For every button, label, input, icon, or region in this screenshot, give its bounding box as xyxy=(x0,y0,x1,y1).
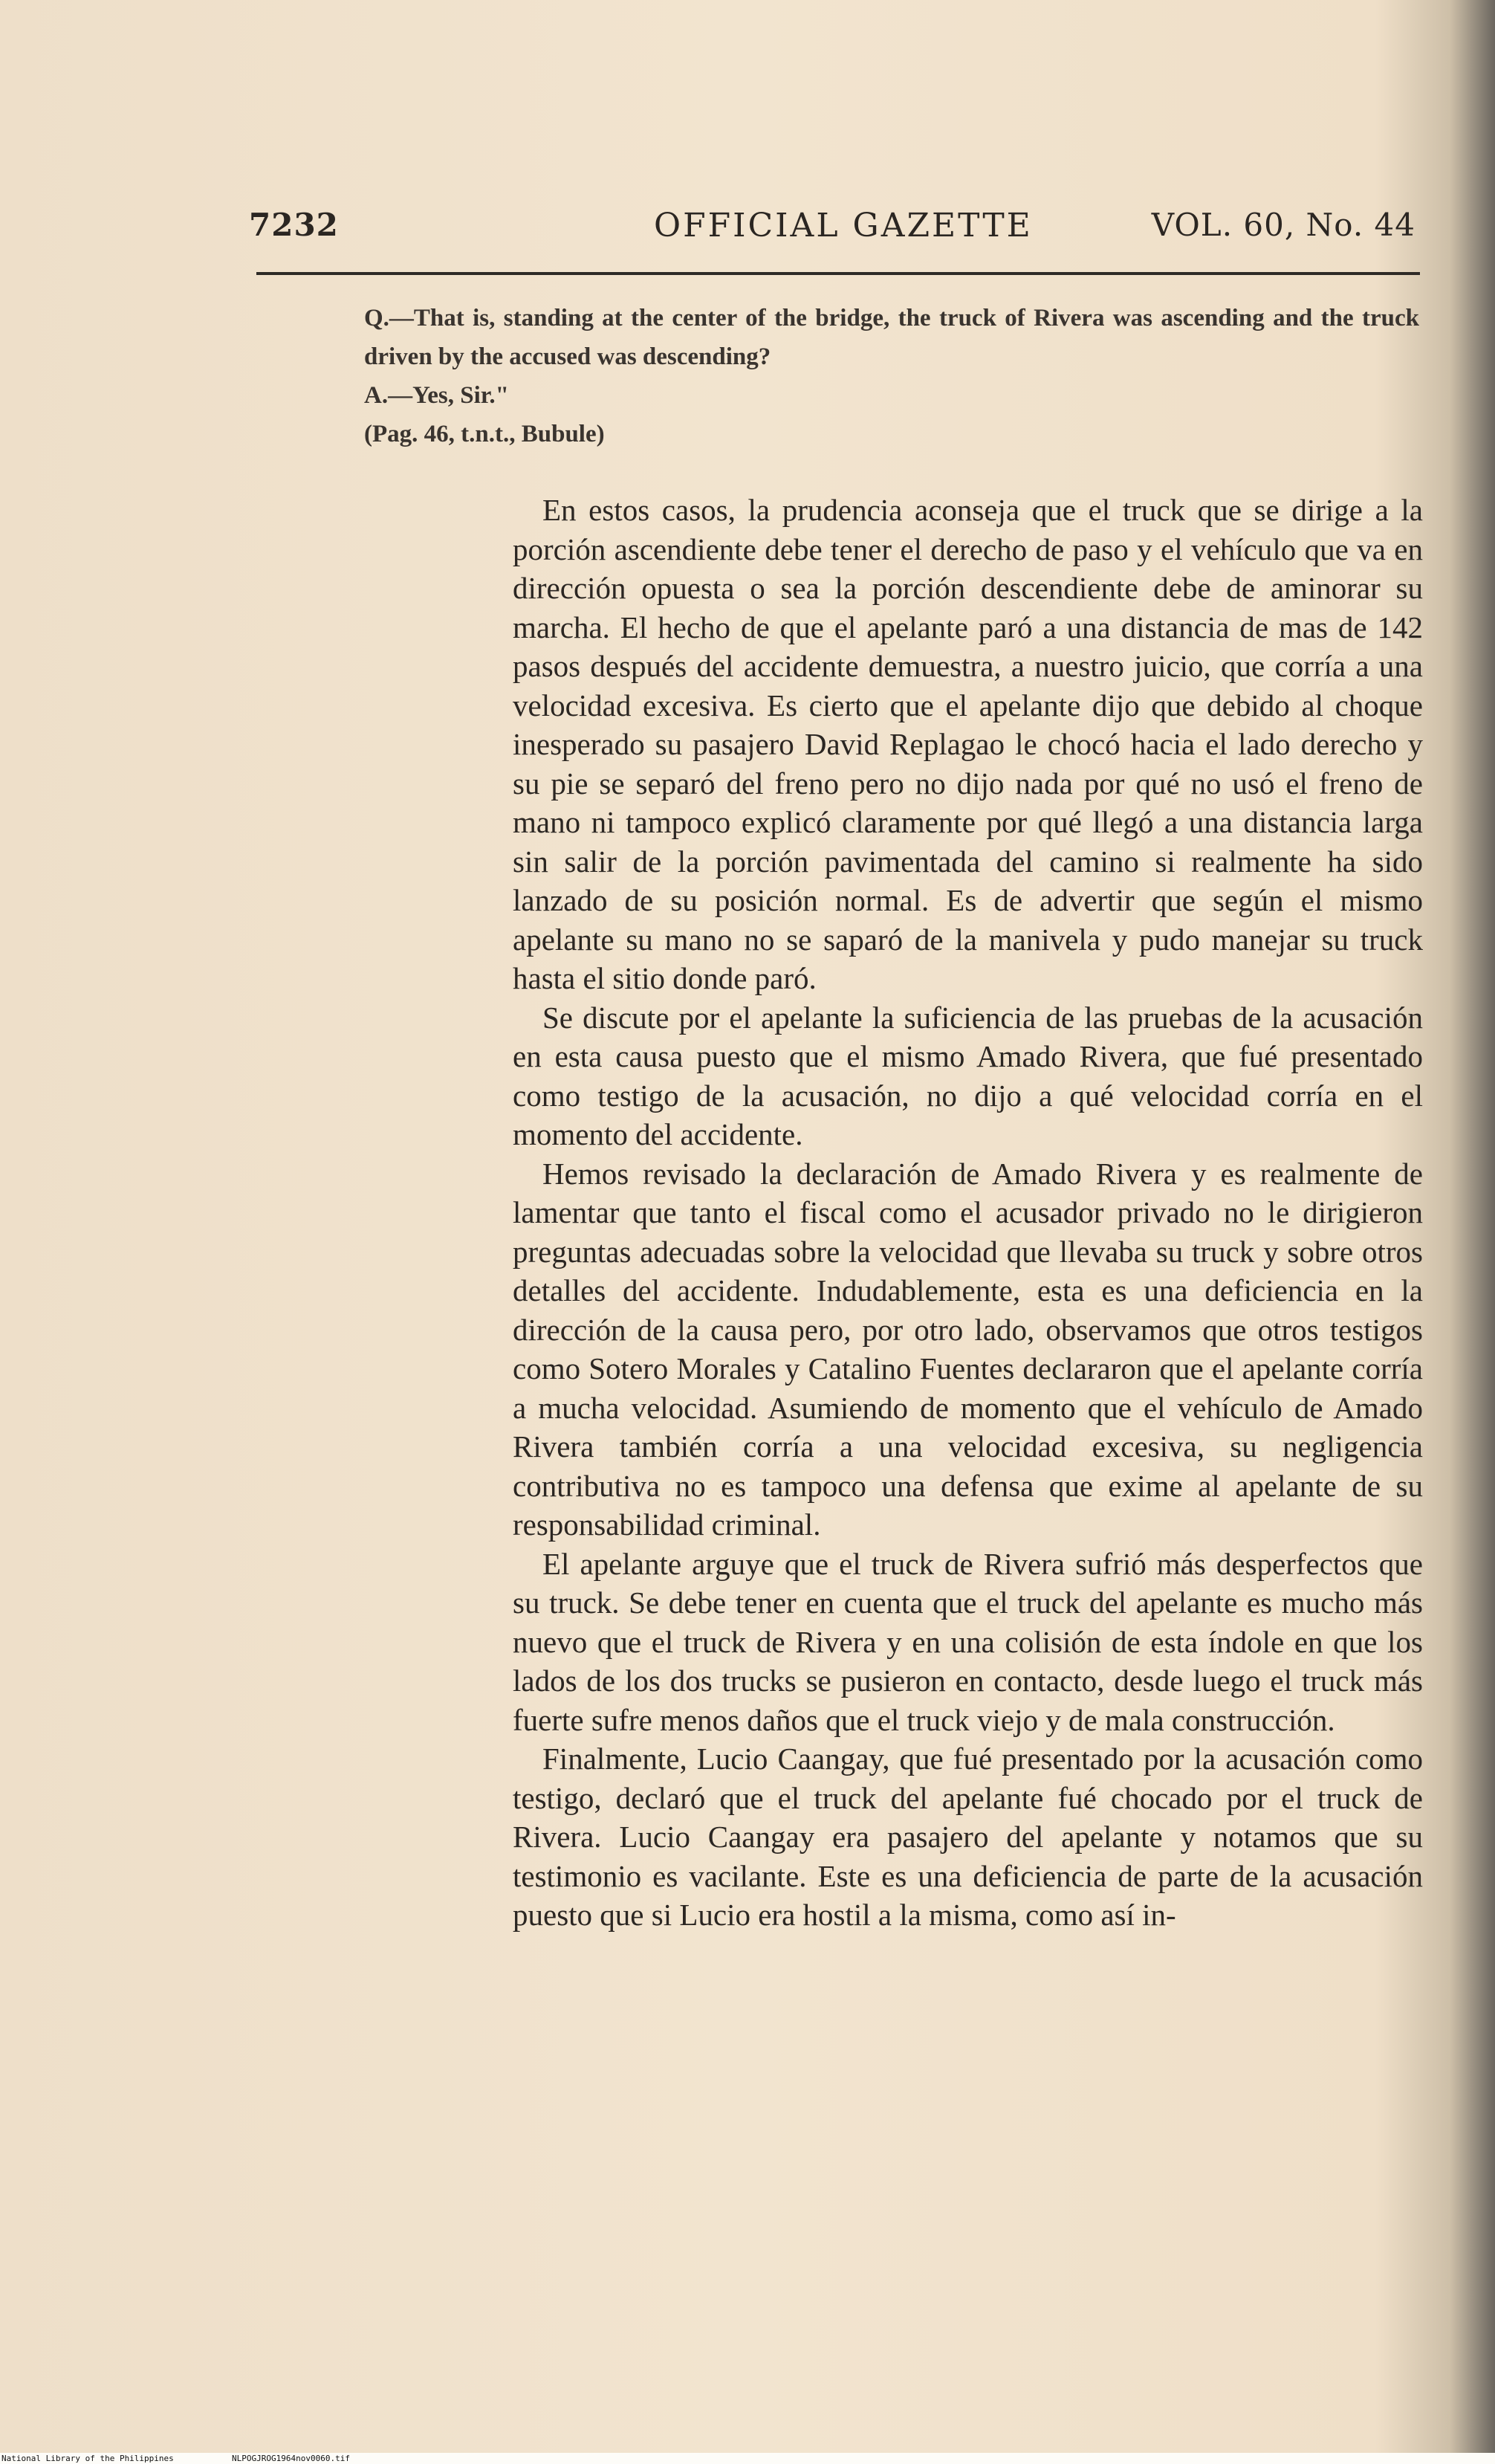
page-number: 7232 xyxy=(249,207,339,243)
running-title: OFFICIAL GAZETTE xyxy=(654,207,1033,245)
library-label: National Library of the Philippines xyxy=(1,2454,174,2463)
volume-number: VOL. 60, No. 44 xyxy=(1151,207,1415,243)
paragraph-2: Se discute por el apelante la suficiencia de las pruebas de la acusación en esta causa puesto que el mismo Amado Rivera, que fué presentado como testigo de la acusación, no dijo a qué velocidad corría en el momento del accidente. xyxy=(513,1000,1423,1151)
paragraph-1: En estos casos, la prudencia aconseja que el truck que se dirige a la porción ascendiente debe tener el derecho de paso y el vehículo que va en dirección opuesta o sea la porción descendiente debe de aminorar su marcha. El hecho de que el apelante paró a una distancia de mas de 142 pasos después del accidente demuestra, a nuestro juicio, que corría a una velocidad excesiva. Es cierto que el apelante dijo que debido al choque inesperado su pasajero David Replagao le chocó hacia el lado derecho y su pie se separó del freno pero no dijo nada por qué no usó el freno de mano ni tampoco explicó claramente por qué llegó a una distancia larga sin salir de la porción pavimentada del camino si realmente ha sido lanzado de su posición normal. Es de advertir que según el mismo apelante su mano no se saparó de la manivela y pudo manejar su truck hasta el sitio donde paró. xyxy=(513,493,1423,995)
quote-answer: A.—Yes, Sir." xyxy=(364,382,509,409)
file-label: NLPOGJROG1964nov0060.tif xyxy=(232,2454,350,2463)
body-text xyxy=(513,491,1423,1935)
paragraph-5: Finalmente, Lucio Caangay, que fué presentado por la acusación como testigo, declaró que el truck del apelante fué chocado por el truck de Rivera. Lucio Caangay era pasajero del apelante y notamos que su testimonio es vacilante. Este es una deficiencia de parte de la acusación puesto que si Lucio era hostil a la misma, como así in- xyxy=(513,1742,1423,1932)
page-header xyxy=(249,207,1415,251)
quote-citation: (Pag. 46, t.n.t., Bubule) xyxy=(364,421,605,447)
paragraph-3: Hemos revisado la declaración de Amado Rivera y es realmente de lamentar que tanto el fiscal como el acusador privado no le dirigieron preguntas adecuadas sobre la velocidad que llevaba su truck y sobre otros detalles del accidente. Indudablemente, esta es una deficiencia en la dirección de la causa pero, por otro lado, observamos que otros testigos como Sotero Morales y Catalino Fuentes declararon que el apelante corría a mucha velocidad. Asumiendo de momento que el vehículo de Amado Rivera también corría a una velocidad excesiva, su negligencia contributiva no es tampoco una defensa que exime al apelante de su responsabilidad criminal. xyxy=(513,1156,1423,1542)
header-rule xyxy=(256,272,1420,275)
testimony-quote xyxy=(364,299,1419,453)
scan-footer xyxy=(0,2453,1495,2464)
paragraph-4: El apelante arguye que el truck de Rivera sufrió más desperfectos que su truck. Se debe tener en cuenta que el truck del apelante es mucho más nuevo que el truck de Rivera y en una colisión de esta índole en que los lados de los dos trucks se pusieron en contacto, desde luego el truck más fuerte sufre menos daños que el truck viejo y de mala construcción. xyxy=(513,1546,1423,1737)
quote-question: Q.—That is, standing at the center of the bridge, the truck of Rivera was ascending and the truck driven by the accused was descending? xyxy=(364,305,1419,370)
